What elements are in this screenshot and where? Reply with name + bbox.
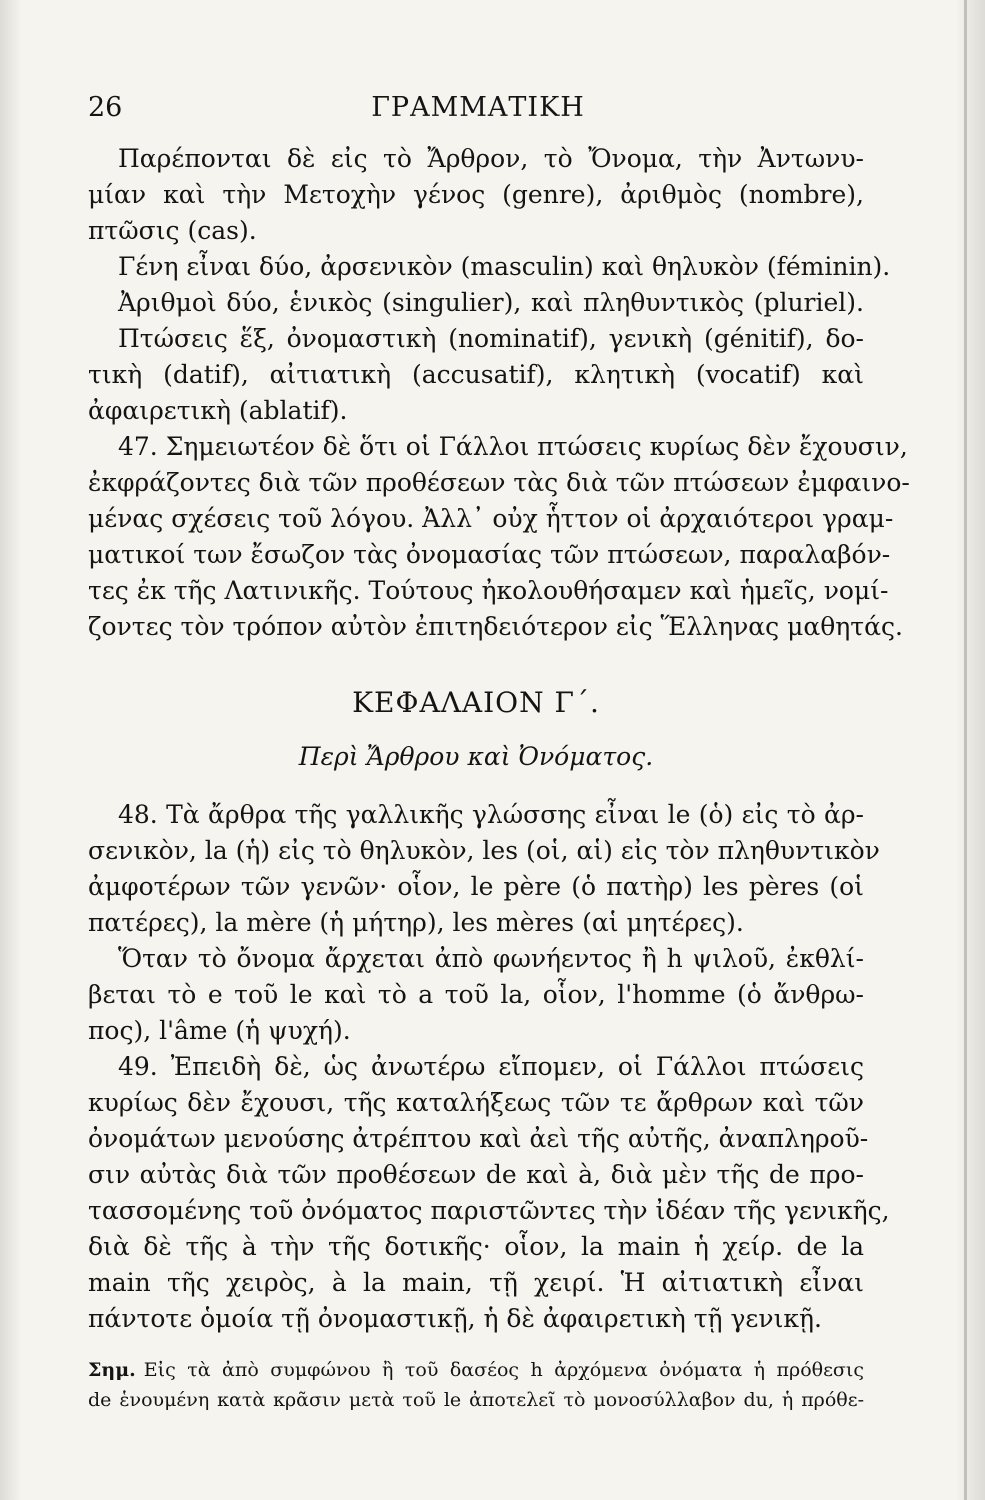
paragraph-48-line: βεται τὸ e τοῦ le καὶ τὸ a τοῦ la, οἷον, l'homme (ὁ ἄνθρω- bbox=[88, 980, 864, 1009]
text-line: Γένη εἶναι δύο, ἀρσενικὸν (masculin) καὶ θηλυκὸν (féminin). bbox=[118, 252, 891, 281]
paragraph-47-line: ζοντες τὸν τρόπον αὐτὸν ἐπιτηδειότερον εἰς Ἕλληνας μαθητάς. bbox=[88, 612, 903, 641]
text-line: Παρέπονται δὲ εἰς τὸ Ἄρθρον, τὸ Ὄνομα, τὴν Ἀντωνυ- bbox=[118, 144, 864, 173]
paragraph-48-line: σενικὸν, la (ἡ) εἰς τὸ θηλυκὸν, les (οἱ, αἱ) εἰς τὸν πληθυντικὸν bbox=[88, 836, 880, 865]
footnote-line: de ἑνουμένη κατὰ κρᾶσιν μετὰ τοῦ le ἀποτελεῖ τὸ μονοσύλλαβον du, ἡ πρόθε- bbox=[88, 1389, 864, 1411]
paragraph-49-line: πάντοτε ὁμοία τῇ ὀνομαστικῇ, ἡ δὲ ἀφαιρετικὴ τῇ γενικῇ. bbox=[88, 1304, 822, 1333]
paragraph-49-line: σιν αὐτὰς διὰ τῶν προθέσεων de καὶ à, διὰ μὲν τῆς de προ- bbox=[88, 1160, 864, 1189]
running-title: ΓΡΑΜΜΑΤΙΚΗ bbox=[371, 92, 585, 123]
paragraph-49-line: ὀνομάτων μενούσης ἀτρέπτου καὶ ἀεὶ τῆς αὐτῆς, ἀναπληροῦ- bbox=[88, 1124, 869, 1153]
paragraph-48-line: 48. Τὰ ἄρθρα τῆς γαλλικῆς γλώσσης εἶναι le (ὁ) εἰς τὸ ἀρ- bbox=[118, 800, 864, 829]
paragraph-48-line: ἀμφοτέρων τῶν γενῶν· οἷον, le père (ὁ πατὴρ) les pères (οἱ bbox=[88, 872, 864, 901]
page-edge-shadow bbox=[964, 0, 967, 1500]
text-line: ἀφαιρετικὴ (ablatif). bbox=[88, 396, 348, 425]
paragraph-49-line: τασσομένης τοῦ ὀνόματος παριστῶντες τὴν ἰδέαν τῆς γενικῆς, bbox=[88, 1196, 890, 1225]
footnote-line bbox=[88, 1356, 864, 1384]
paragraph-49-line: 49. Ἐπειδὴ δὲ, ὡς ἀνωτέρω εἴπομεν, οἱ Γάλλοι πτώσεις bbox=[118, 1052, 864, 1081]
footnote-text: Εἰς τὰ ἀπὸ συμφώνου ἢ τοῦ δασέος h ἀρχόμενα ὀνόματα ἡ πρόθεσις bbox=[143, 1359, 864, 1381]
paragraph-47-line: μένας σχέσεις τοῦ λόγου. Ἀλλ᾽ οὐχ ἧττον οἱ ἀρχαιότεροι γραμ- bbox=[88, 504, 894, 533]
chapter-subtitle: Περὶ Ἄρθρου καὶ Ὀνόματος. bbox=[298, 742, 654, 771]
paragraph-47-line: τες ἐκ τῆς Λατινικῆς. Τούτους ἠκολουθήσαμεν καὶ ἡμεῖς, νομί- bbox=[88, 576, 889, 605]
paragraph-48-line: πος), l'âme (ἡ ψυχή). bbox=[88, 1016, 351, 1045]
text-line: τικὴ (datif), αἰτιατικὴ (accusatif), κλητικὴ (vocatif) καὶ bbox=[88, 360, 864, 389]
paragraph-48-line: πατέρες), la mère (ἡ μήτηρ), les mères (αἱ μητέρες). bbox=[88, 908, 744, 937]
footnote-label: Σημ. bbox=[88, 1359, 136, 1381]
paragraph-48-line: Ὅταν τὸ ὄνομα ἄρχεται ἀπὸ φωνήεντος ἢ h ψιλοῦ, ἐκθλί- bbox=[118, 944, 864, 973]
paragraph-49-line: main τῆς χειρὸς, à la main, τῇ χειρί. Ἡ αἰτιατικὴ εἶναι bbox=[88, 1268, 864, 1297]
page-header bbox=[88, 92, 868, 132]
text-line: πτῶσις (cas). bbox=[88, 216, 257, 245]
paragraph-49-line: κυρίως δὲν ἔχουσι, τῆς καταλήξεως τῶν τε ἄρθρων καὶ τῶν bbox=[88, 1088, 864, 1117]
chapter-title: ΚΕΦΑΛΑΙΟΝ Γ΄. bbox=[352, 686, 600, 719]
paragraph-47-line: ματικοί των ἔσωζον τὰς ὀνομασίας τῶν πτώσεων, παραλαβόν- bbox=[88, 540, 891, 569]
paragraph-47-line: 47. Σημειωτέον δὲ ὅτι οἱ Γάλλοι πτώσεις κυρίως δὲν ἔχουσιν, bbox=[118, 432, 908, 461]
text-line: Ἀριθμοὶ δύο, ἑνικὸς (singulier), καὶ πληθυντικὸς (pluriel). bbox=[118, 288, 864, 317]
text-line: μίαν καὶ τὴν Μετοχὴν γένος (genre), ἀριθμὸς (nombre), bbox=[88, 180, 864, 209]
text-line: Πτώσεις ἕξ, ὀνομαστικὴ (nominatif), γενικὴ (génitif), δο- bbox=[118, 324, 864, 353]
paragraph-47-line: ἐκφράζοντες διὰ τῶν προθέσεων τὰς διὰ τῶν πτώσεων ἐμφαινο- bbox=[88, 468, 910, 497]
paragraph-49-line: διὰ δὲ τῆς à τὴν τῆς δοτικῆς· οἷον, la main ἡ χείρ. de la bbox=[88, 1232, 864, 1261]
page-number: 26 bbox=[88, 92, 123, 123]
